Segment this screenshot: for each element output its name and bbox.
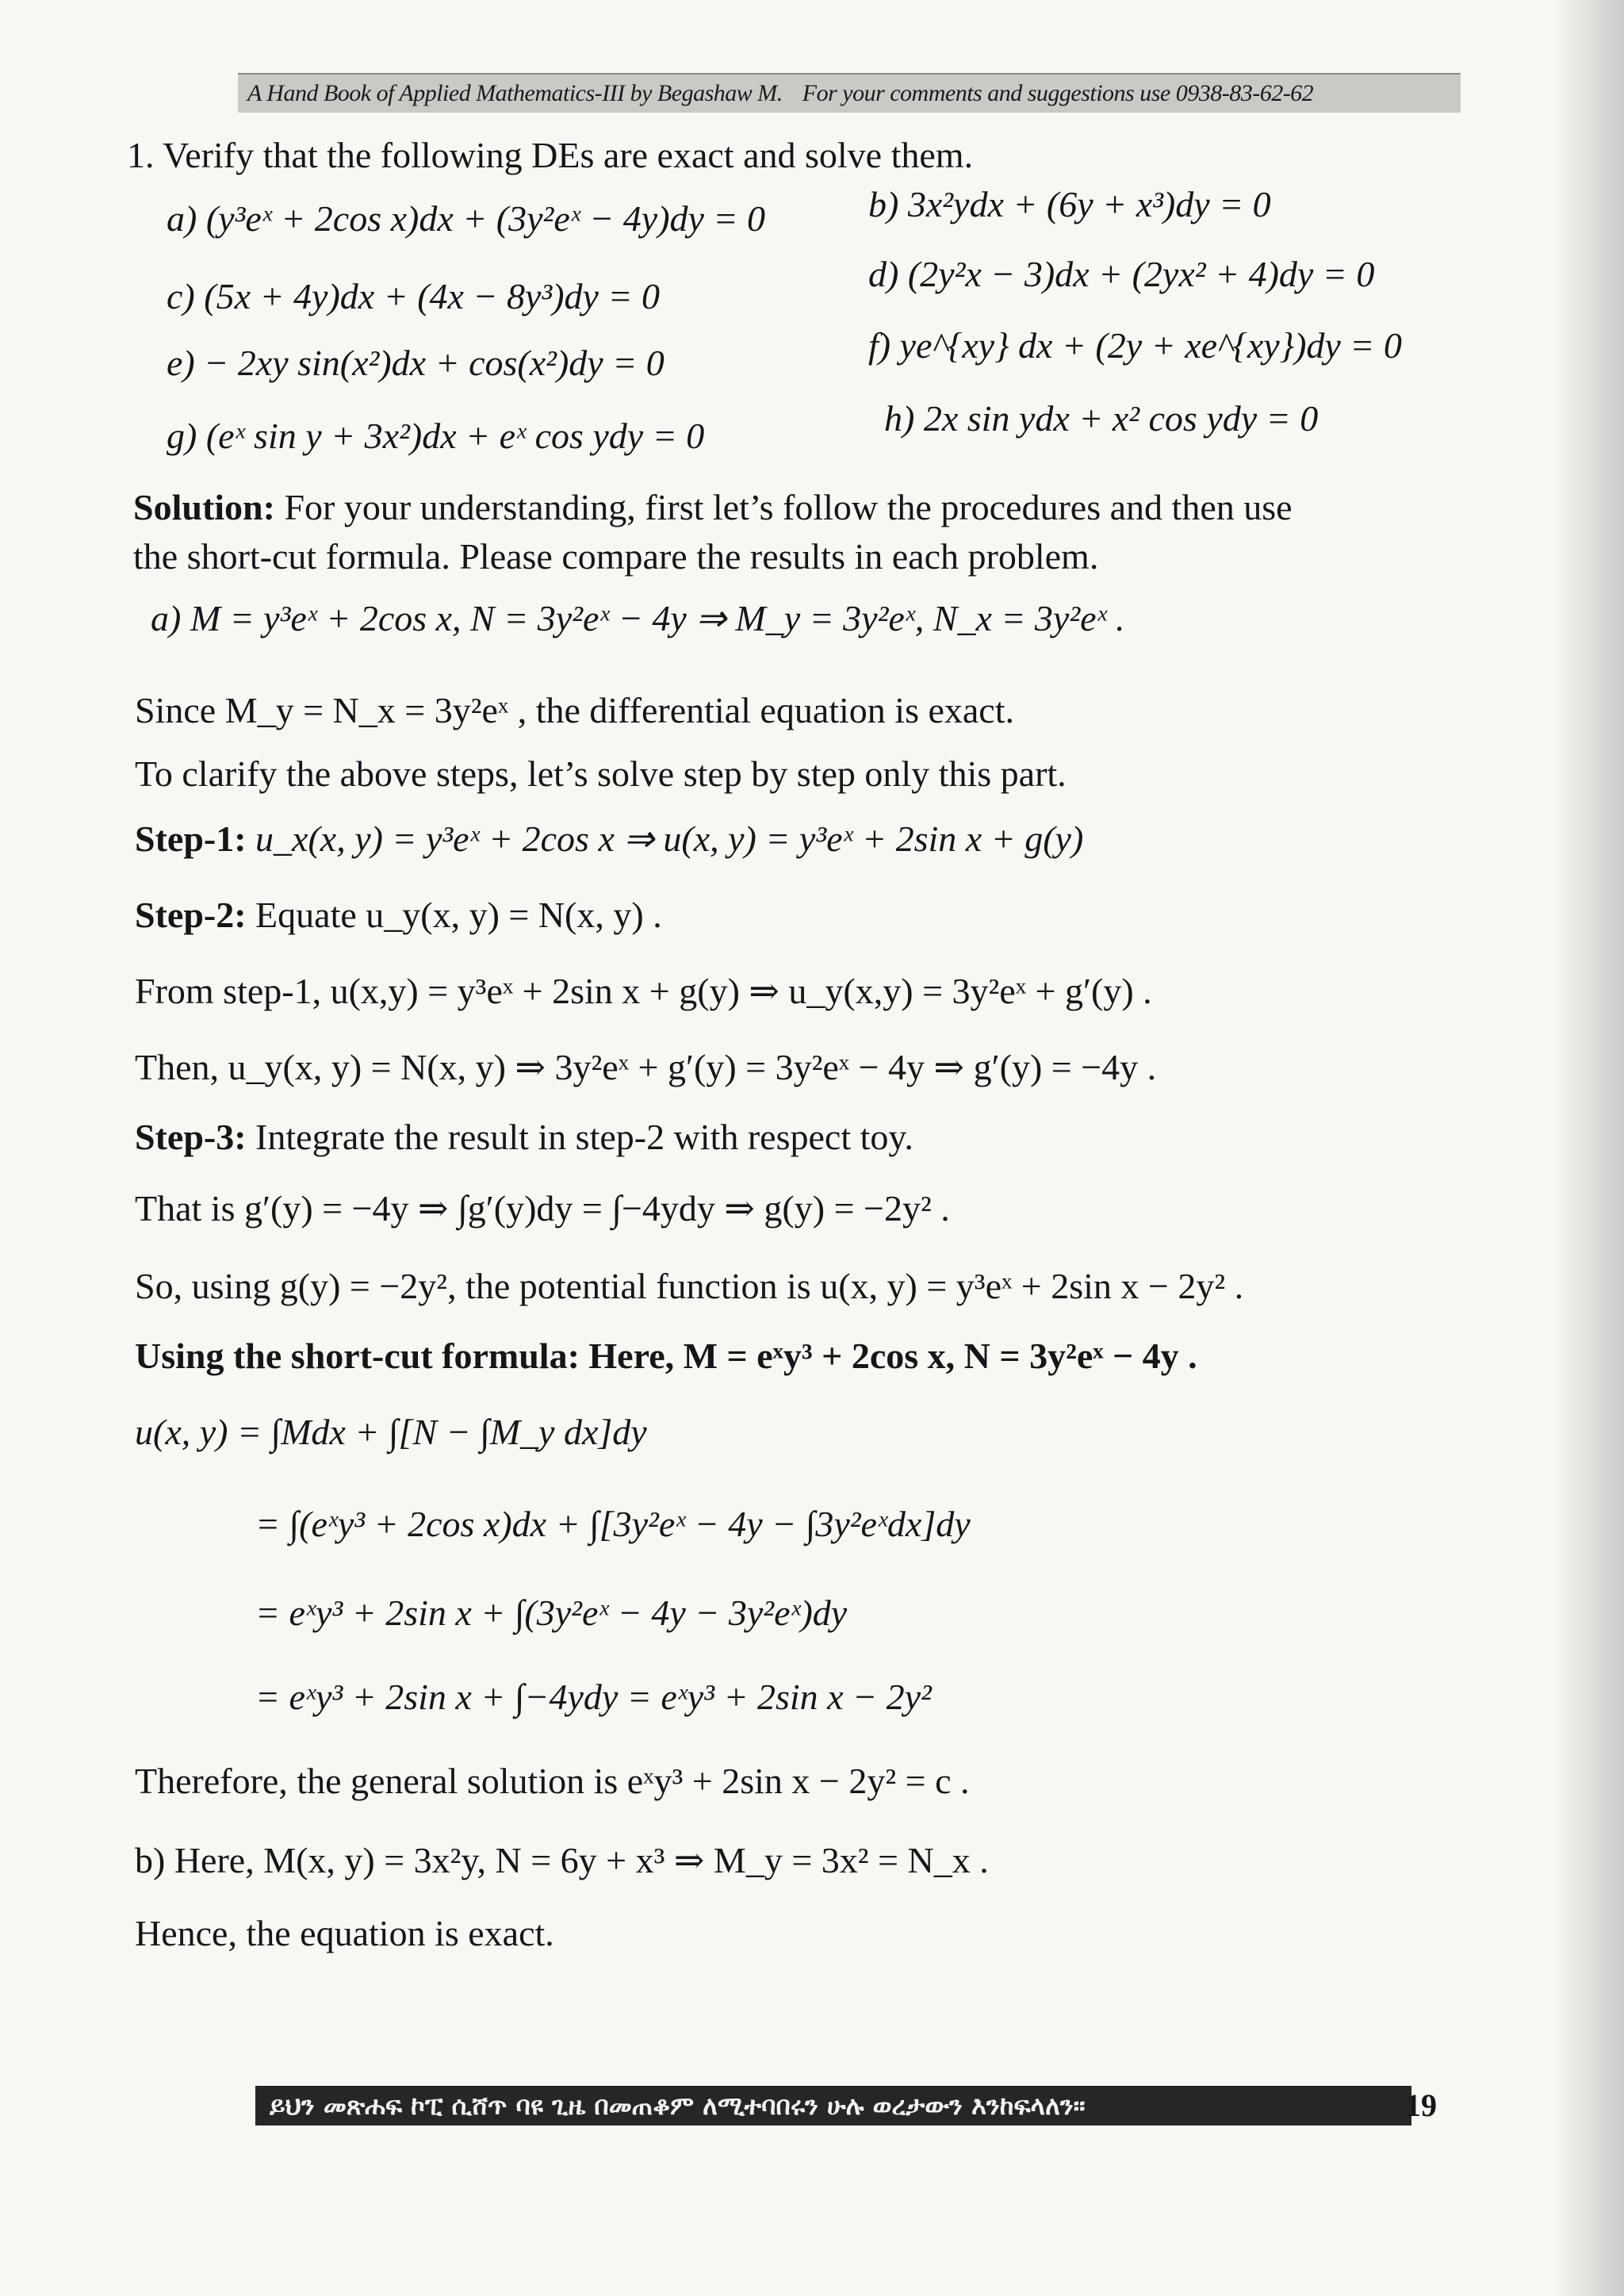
exercise-label: b) <box>868 184 899 224</box>
step-3-label: Step-3: <box>135 1117 247 1157</box>
exercise-a <box>167 197 765 241</box>
step-2-label: Step-2: <box>135 895 247 935</box>
exercise-equation: (5x + 4y)dx + (4x − 8y³)dy = 0 <box>204 276 660 316</box>
exercise-equation: 2x sin ydx + x² cos ydy = 0 <box>923 398 1319 439</box>
solution-intro-1 <box>133 485 1293 530</box>
shortcut-line <box>135 1334 1197 1378</box>
exercise-equation: 3x²ydx + (6y + x³)dy = 0 <box>907 184 1271 224</box>
running-header <box>238 73 1461 113</box>
step-3 <box>135 1115 914 1159</box>
problem-text: Verify that the following DEs are exact and solve them. <box>163 135 974 175</box>
exercise-f <box>868 324 1402 368</box>
step-1 <box>135 817 1083 861</box>
step-3-text: Integrate the result in step-2 with respect toy. <box>255 1117 914 1157</box>
shortcut-formula-step-4: = eˣy³ + 2sin x + ∫−4ydy = eˣy³ + 2sin x − 2y² <box>255 1677 932 1717</box>
part-a-definition: a) M = y³eˣ + 2cos x, N = 3y²eˣ − 4y ⇒ M_y = 3y²eˣ, N_x = 3y²eˣ . <box>151 598 1125 638</box>
shortcut-label: Using the short-cut formula: <box>135 1336 580 1376</box>
exercise-g <box>167 414 704 458</box>
exactness-conclusion: Hence, the equation is exact. <box>135 1913 554 1953</box>
shortcut-text: Here, M = eˣy³ + 2cos x, N = 3y²eˣ − 4y . <box>588 1336 1197 1376</box>
shortcut-formula: u(x, y) = ∫Mdx + ∫[N − ∫M_y dx]dy <box>135 1412 647 1452</box>
solution-intro-text: For your understanding, first let’s follow the procedures and then use <box>284 487 1293 527</box>
exercise-equation: (2y²x − 3)dx + (2yx² + 4)dy = 0 <box>907 254 1375 294</box>
exactness-check: Since M_y = N_x = 3y²eˣ , the differential equation is exact. <box>135 690 1015 730</box>
then-line: Then, u_y(x, y) = N(x, y) ⇒ 3y²eˣ + g′(y) = 3y²eˣ − 4y ⇒ g′(y) = −4y . <box>135 1047 1157 1087</box>
exercise-equation: (y³eˣ + 2cos x)dx + (3y²eˣ − 4y)dy = 0 <box>205 198 765 239</box>
exercise-e <box>167 341 665 385</box>
page-number: 19 <box>1405 2087 1437 2123</box>
from-step-1: From step-1, u(x,y) = y³eˣ + 2sin x + g(y) ⇒ u_y(x,y) = 3y²eˣ + g′(y) . <box>135 971 1152 1011</box>
clarify-text: To clarify the above steps, let’s solve step by step only this part. <box>135 753 1067 794</box>
problem-statement <box>127 133 973 178</box>
shortcut-formula-step-3: = eˣy³ + 2sin x + ∫(3y²eˣ − 4y − 3y²eˣ)dy <box>255 1593 848 1633</box>
exercise-label: a) <box>167 198 197 239</box>
exercise-h <box>884 397 1318 441</box>
shortcut-formula-step-2: = ∫(eˣy³ + 2cos x)dx + ∫[3y²eˣ − 4y − ∫3y²eˣdx]dy <box>255 1504 971 1544</box>
step-1-equation: u_x(x, y) = y³eˣ + 2cos x ⇒ u(x, y) = y³eˣ + 2sin x + g(y) <box>255 818 1084 859</box>
exercise-label: g) <box>167 416 197 456</box>
exercise-label: e) <box>167 343 195 383</box>
page-edge-shadow <box>1553 0 1624 2296</box>
exercise-equation: − 2xy sin(x²)dx + cos(x²)dy = 0 <box>204 343 665 383</box>
potential-function-line: So, using g(y) = −2y², the potential function is u(x, y) = y³eˣ + 2sin x − 2y² . <box>135 1266 1244 1306</box>
exercise-label: c) <box>167 276 195 316</box>
step-2 <box>135 893 662 937</box>
exercise-c <box>167 274 660 319</box>
exercise-label: f) <box>868 325 891 366</box>
footer-notice: ይህን መጽሐፍ ኮፒ ሲሸጥ ባዩ ጊዜ በመጠቆም ለሚተባበሩን ሁሉ ወረታውን እንከፍላለን። <box>255 2086 1411 2125</box>
solution-label: Solution: <box>133 487 275 527</box>
header-title: A Hand Book of Applied Mathematics-III by Begashaw M. <box>247 80 783 106</box>
exercise-label: h) <box>884 398 915 439</box>
header-contact: For your comments and suggestions use 0938-83-62-62 <box>802 80 1314 106</box>
problem-number: 1. <box>127 135 155 175</box>
solution-intro-2: the short-cut formula. Please compare the results in each problem. <box>133 536 1099 577</box>
exercise-equation: ye^{xy} dx + (2y + xe^{xy})dy = 0 <box>899 325 1402 366</box>
step-1-label: Step-1: <box>135 818 247 859</box>
general-solution: Therefore, the general solution is eˣy³ + 2sin x − 2y² = c . <box>135 1761 970 1801</box>
exercise-d <box>868 252 1374 297</box>
step-2-text: Equate u_y(x, y) = N(x, y) . <box>255 895 662 935</box>
that-is-line: That is g′(y) = −4y ⇒ ∫g′(y)dy = ∫−4ydy ⇒ g(y) = −2y² . <box>135 1188 950 1228</box>
exercise-label: d) <box>868 254 899 294</box>
exercise-equation: (eˣ sin y + 3x²)dx + eˣ cos ydy = 0 <box>205 416 705 456</box>
part-b-definition: b) Here, M(x, y) = 3x²y, N = 6y + x³ ⇒ M_y = 3x² = N_x . <box>135 1840 989 1880</box>
exercise-b <box>868 182 1271 227</box>
